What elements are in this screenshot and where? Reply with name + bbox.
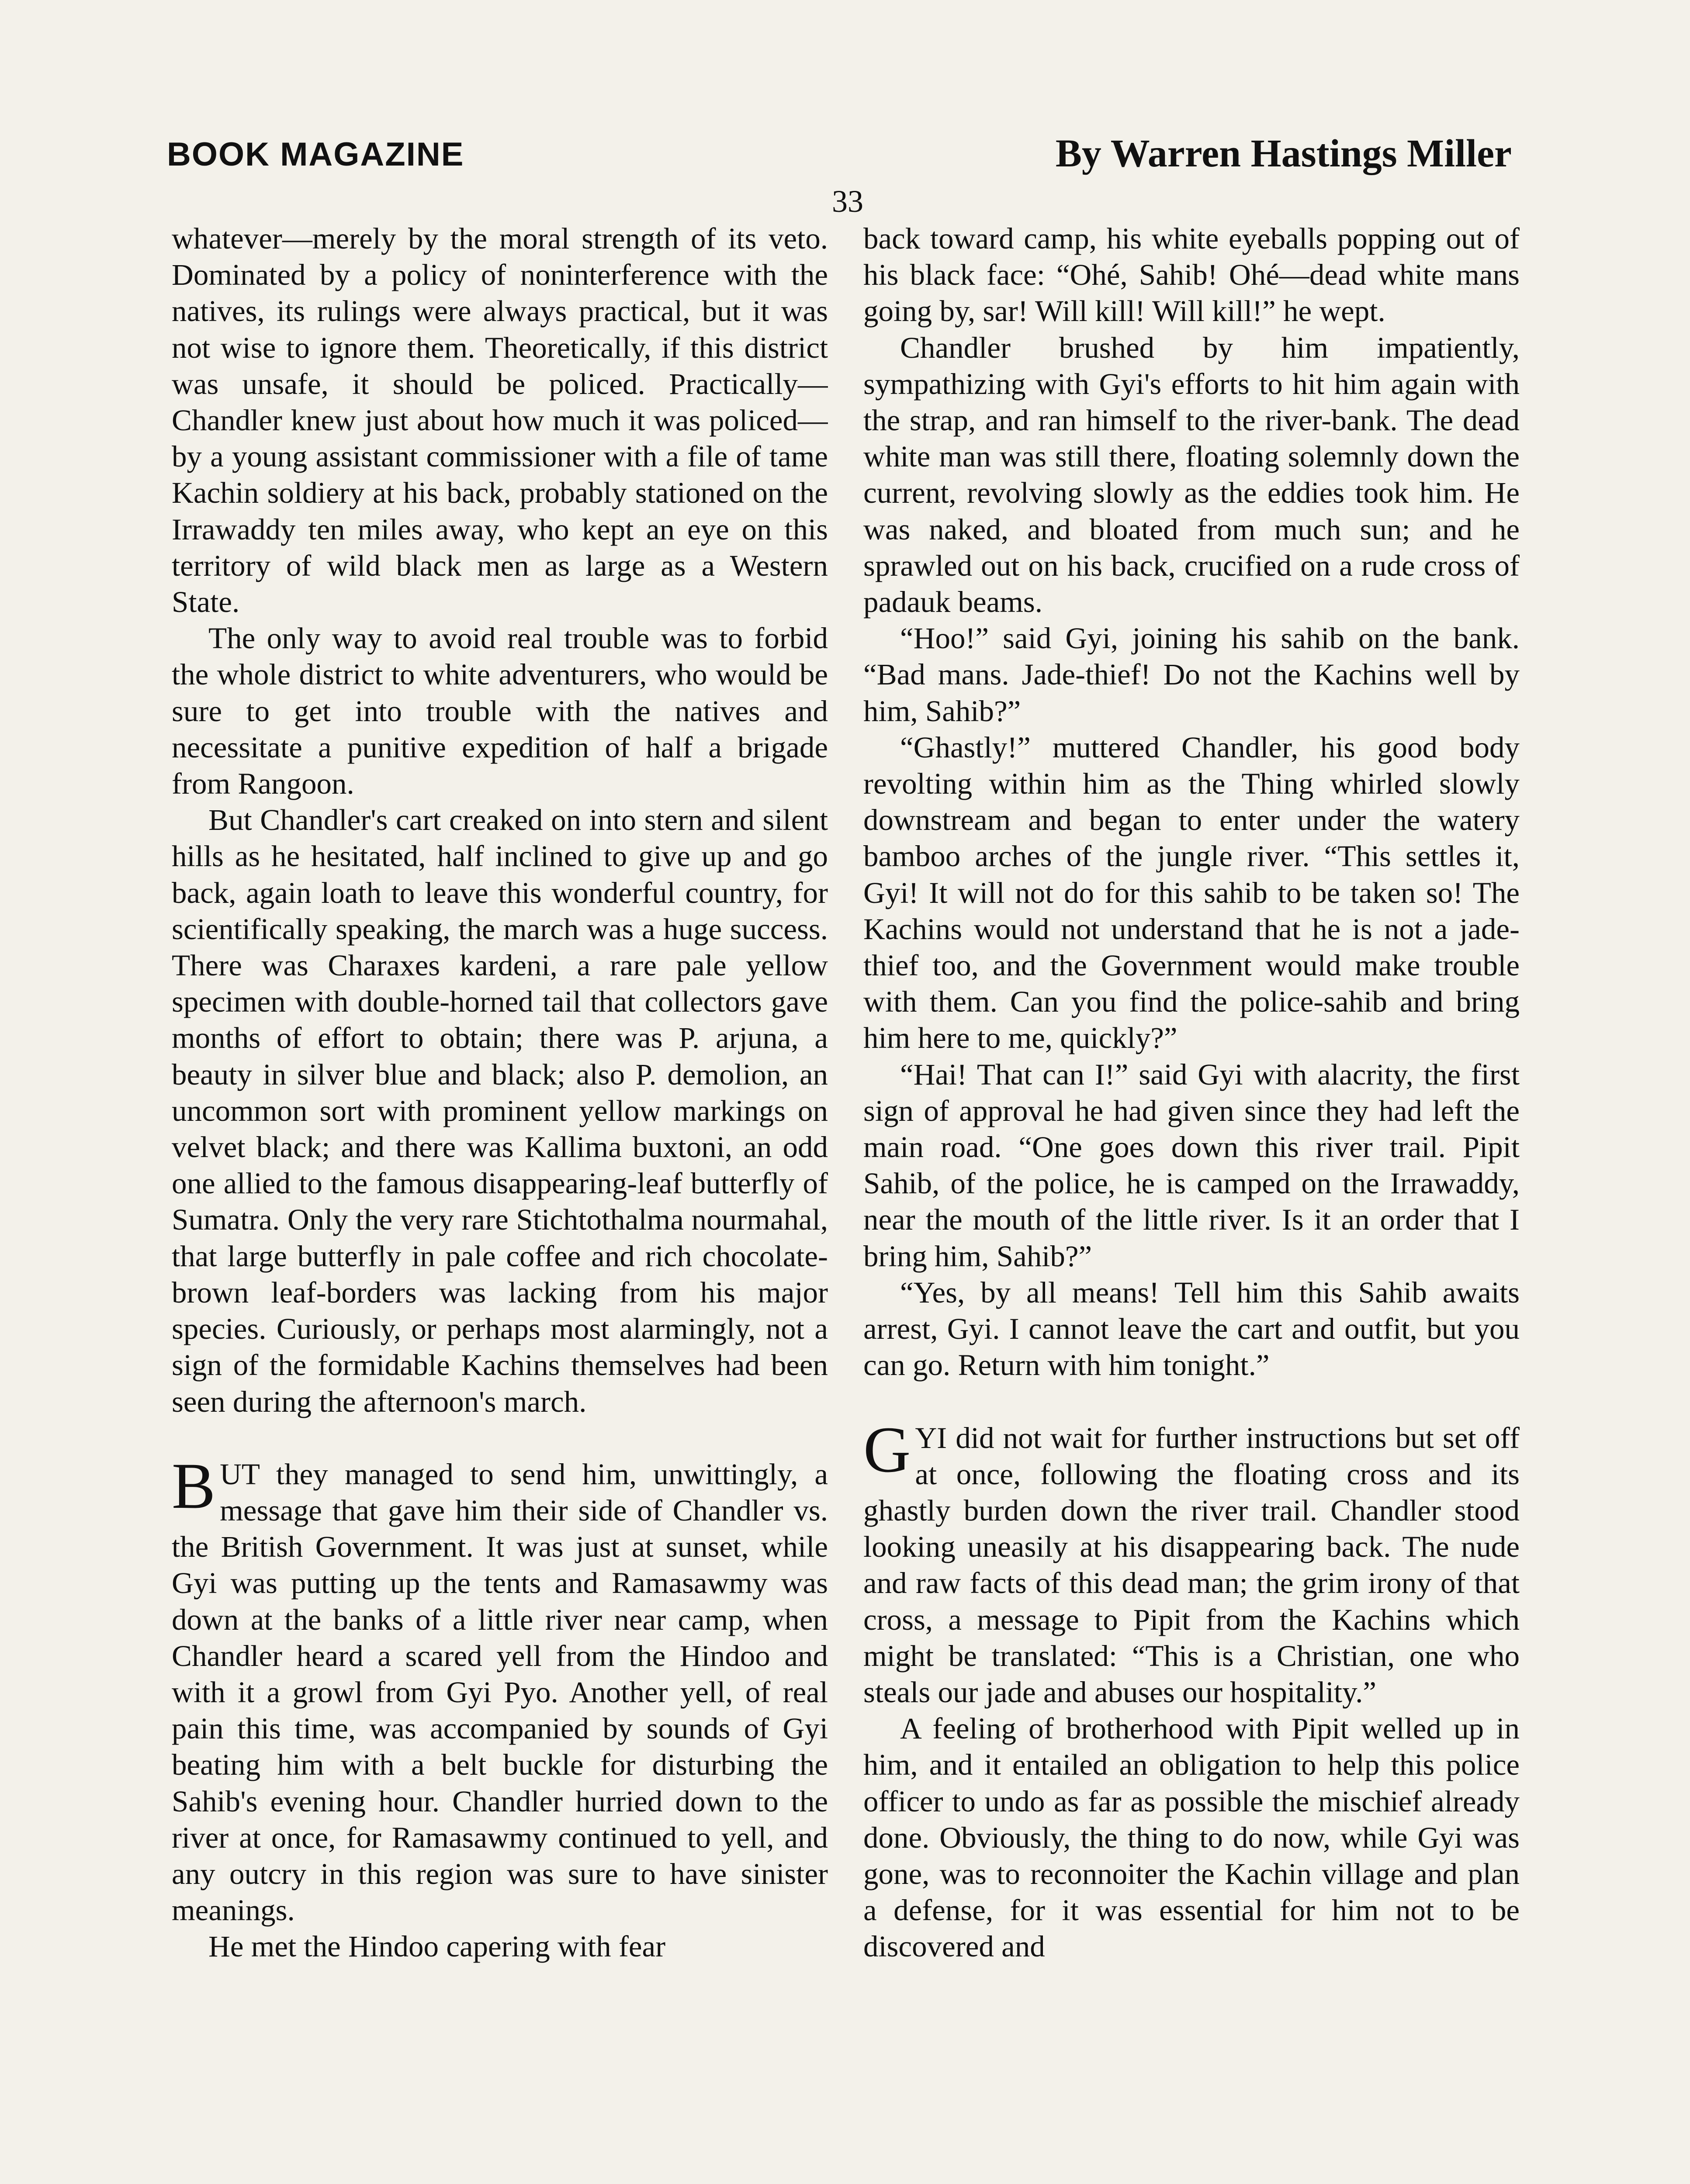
section-paragraph — [172, 1449, 828, 1929]
section-paragraph — [863, 1413, 1520, 1711]
right-column — [863, 221, 1520, 2184]
left-column — [172, 221, 828, 2184]
paragraph: But Chandler's cart creaked on into stern and silent hills as he hesitated, half inclined to give up and go back, again loath to leave this wonderful country, for scientifically speaking, the march was a huge success. There was Charaxes kardeni, a rare pale yellow specimen with double-horned tail that collectors gave months of effort to obtain; there was P. arjuna, a beauty in silver blue and black; also P. demolion, an uncommon sort with prominent yellow markings on velvet black; and there was Kallima buxtoni, an odd one allied to the famous disappearing-leaf butterfly of Sumatra. Only the very rare Stichtothalma nourmahal, that large butterfly in pale coffee and rich chocolate-brown leaf-borders was lacking from his major species. Curiously, or perhaps most alarmingly, not a sign of the formidable Kachins themselves had been seen during the afternoon's march. — [172, 803, 828, 1418]
page-number: 33 — [832, 184, 863, 219]
paragraph: whatever—merely by the moral strength of its veto. Dominated by a policy of noninterference with the natives, its rulings were always practical, but it was not wise to ignore them. Theoretically, if this district was unsafe, it should be policed. Practically—Chandler knew just about how much it was policed—by a young assistant commissioner with a file of tame Kachin soldiery at his back, probably stationed on the Irrawaddy ten miles away, who kept an eye on this territory of wild black men as large as a Western State. — [172, 222, 828, 619]
paragraph: “Yes, by all means! Tell him this Sahib awaits arrest, Gyi. I cannot leave the cart and outfit, but you can go. Return with him tonight.” — [863, 1275, 1520, 1382]
paragraph: “Ghastly!” muttered Chandler, his good body revolting within him as the Thing whirled slowly downstream and began to enter under the watery bamboo arches of the jungle river. “This settles it, Gyi! It will not do for this sahib to be taken so! The Kachins would not understand that he is not a jade-thief too, and the Government would make trouble with them. Can you find the police-sahib and bring him here to me, quickly?” — [863, 730, 1520, 1055]
paragraph: “Hoo!” said Gyi, joining his sahib on the bank. “Bad mans. Jade-thief! Do not the Kachins well by him, Sahib?” — [863, 622, 1520, 728]
paragraph-text: UT they managed to send him, unwittingly, a message that gave him their side of Chandler vs. the British Government. It was just at sunset, while Gyi was putting up the tents and Ramasawmy was down at the banks of a little river near camp, when Chandler heard a scared yell from the Hindoo and with it a growl from Gyi Pyo. Another yell, of real pain this time, was accompanied by sounds of Gyi beating him with a belt buckle for disturbing the Sahib's evening hour. Chandler hurried down to the river at once, for Ramasawmy continued to yell, and any outcry in this region was sure to have sinister meanings. — [172, 1457, 828, 1927]
paragraph: The only way to avoid real trouble was to forbid the whole district to white adventurers, who would be sure to get into trouble with the natives and necessitate a punitive expedition of half a brigade from Rangoon. — [172, 622, 828, 801]
paragraph: “Hai! That can I!” said Gyi with alacrity, the first sign of approval he had given since they had left the main road. “One goes down this river trail. Pipit Sahib, of the police, he is camped on the Irrawaddy, near the mouth of the little river. Is it an order that I bring him, Sahib?” — [863, 1057, 1520, 1273]
paragraph: A feeling of brotherhood with Pipit welled up in him, and it entailed an obligation to help this police officer to undo as far as possible the mischief already done. Obviously, the thing to do now, while Gyi was gone, was to reconnoiter the Kachin village and plan a defense, for it was essential for him not to be discovered and — [863, 1712, 1520, 1963]
paragraph: He met the Hindoo capering with fear — [208, 1930, 666, 1963]
drop-cap: B — [172, 1449, 216, 1522]
paragraph: Chandler brushed by him impatiently, sympathizing with Gyi's efforts to hit him again with the strap, and ran himself to the river-bank. The dead white man was still there, floating solemnly down the current, revolving slowly as the eddies took him. He was naked, and bloated from much sun; and he sprawled out on his back, crucified on a rude cross of padauk beams. — [863, 331, 1520, 619]
drop-cap: G — [863, 1413, 911, 1486]
author-byline: By Warren Hastings Miller — [1055, 132, 1512, 175]
magazine-title: BOOK MAGAZINE — [167, 136, 464, 173]
paragraph-text: YI did not wait for further instructions but set off at once, following the floating cross and its ghastly burden down the river trail. Chandler stood looking uneasily at his disappearing back. The nude and raw facts of this dead man; the grim irony of that cross, a message to Pipit from the Kachins which might be translated: “This is a Christian, one who steals our jade and abuses our hospitality.” — [863, 1421, 1520, 1709]
paragraph: back toward camp, his white eyeballs popping out of his black face: “Ohé, Sahib! Ohé—dead white mans going by, sar! Will kill! Will kill!” he wept. — [863, 222, 1520, 328]
